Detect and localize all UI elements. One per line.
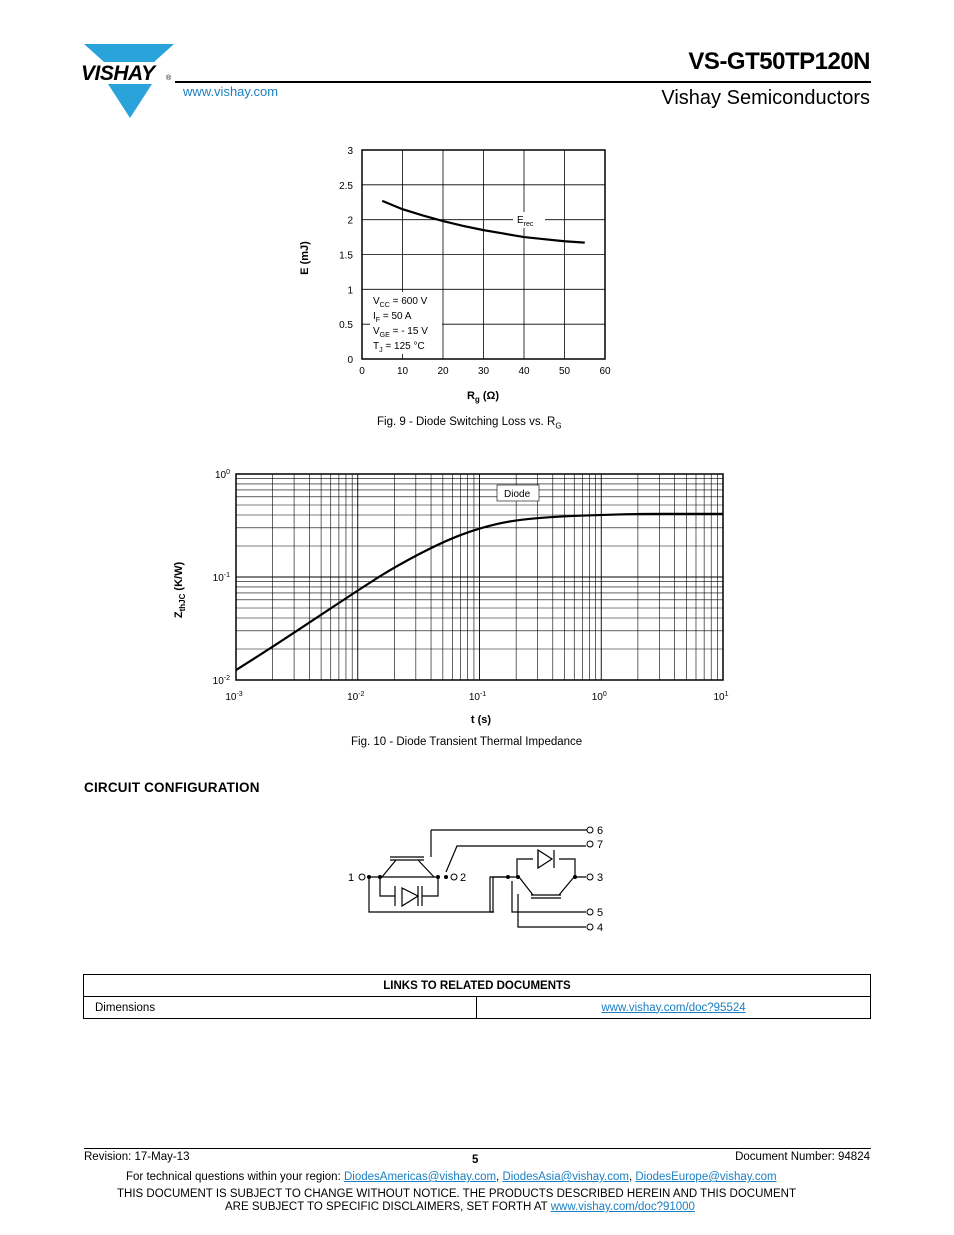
svg-text:®: ®	[166, 75, 172, 82]
fig10-y-tick-label: $10^{-1}$	[212, 572, 230, 584]
fig9-y-tick-label: 0	[347, 355, 353, 366]
fig9-x-tick-label: 60	[599, 366, 611, 377]
terminal-6-label: 6	[597, 825, 604, 837]
terminal-2-label: 2	[460, 872, 467, 884]
fig10-x-tick-label: $10^{-2}$	[347, 691, 365, 703]
fig9-y-tick-label: 0.5	[339, 320, 353, 332]
fig9-condition: $T_J = 125$ °C	[373, 341, 425, 354]
fig9-chart	[290, 140, 630, 410]
revision-text: Revision: 17-May-13	[84, 1151, 190, 1163]
fig10-ylabel: $Z_{thJC}$ (K/W)	[173, 561, 187, 619]
circuit-diagram	[340, 820, 620, 940]
fig10-series-label: Diode	[504, 489, 531, 500]
links-table	[83, 974, 871, 1019]
page-number: 5	[472, 1154, 479, 1166]
fig10-xlabel: t (s)	[470, 714, 492, 726]
fig10-caption: Fig. 10 - Diode Transient Thermal Impedance	[351, 736, 583, 748]
fig9-x-tick-label: 0	[359, 366, 365, 377]
fig9-y-tick-label: 1	[347, 285, 353, 297]
disclaimer-line-1: THIS DOCUMENT IS SUBJECT TO CHANGE WITHOUT NOTICE. THE PRODUCTS DESCRIBED HEREIN AND THIS DOCUMENT	[117, 1188, 796, 1200]
part-number: VS-GT50TP120N	[688, 48, 870, 75]
fig9-x-tick-label: 30	[477, 366, 490, 377]
fig9-y-tick-label: 2	[347, 215, 353, 227]
fig10-y-tick-label: $10^{-2}$	[212, 675, 230, 687]
fig9-condition: $V_{GE}$ = - 15 V	[373, 326, 428, 339]
fig10-x-tick-label: $10^1$	[713, 691, 729, 703]
fig10-x-tick-label: $10^{-1}$	[468, 691, 487, 703]
fig10-x-tick-label: $10^{-3}$	[225, 691, 243, 703]
fig9-xlabel: $R_g$ (Ω)	[466, 390, 500, 404]
tech-questions: For technical questions within your region: DiodesAmericas@vishay.com, DiodesAsia@vishay.com, DiodesEurope@vishay.com	[126, 1171, 777, 1183]
terminal-1-label: 1	[348, 872, 355, 884]
fig9-condition: $I_F = 50$ A	[373, 311, 412, 324]
document-number: Document Number: 94824	[735, 1151, 870, 1163]
fig9-x-tick-label: 40	[518, 366, 530, 377]
fig9-caption: Fig. 9 - Diode Switching Loss vs. $R_G$	[377, 416, 562, 431]
terminal-5-label: 5	[597, 907, 604, 919]
fig9-y-tick-label: 2.5	[339, 180, 353, 192]
header-rule	[175, 81, 871, 83]
fig9-x-tick-label: 20	[437, 366, 449, 377]
fig9-series-label: $E_{rec}$	[517, 215, 534, 228]
footer-rule	[84, 1148, 871, 1149]
company-name: Vishay Semiconductors	[661, 87, 870, 109]
fig10-y-tick-label: $10^0$	[214, 469, 230, 481]
dimensions-link[interactable]: www.vishay.com/doc?95524	[601, 1001, 746, 1014]
fig10-x-tick-label: $10^0$	[591, 691, 607, 703]
links-table-title: LINKS TO RELATED DOCUMENTS	[84, 975, 871, 997]
fig9-x-tick-label: 10	[396, 366, 409, 377]
fig9-y-tick-label: 1.5	[339, 250, 353, 262]
svg-text:VISHAY: VISHAY	[81, 62, 155, 85]
dimensions-label: Dimensions	[84, 997, 477, 1019]
vishay-logo	[78, 44, 176, 120]
disclaimer-link[interactable]: www.vishay.com/doc?91000	[550, 1201, 695, 1213]
vishay-logo-graphic	[78, 44, 176, 120]
email-europe-link[interactable]: DiodesEurope@vishay.com	[635, 1171, 777, 1183]
section-title: CIRCUIT CONFIGURATION	[84, 780, 260, 795]
table-row	[84, 997, 871, 1019]
fig10-chart	[170, 462, 750, 732]
terminal-7-label: 7	[597, 839, 604, 851]
website-link[interactable]: www.vishay.com	[183, 84, 279, 99]
email-asia-link[interactable]: DiodesAsia@vishay.com	[502, 1171, 629, 1183]
terminal-4-label: 4	[597, 922, 604, 934]
fig9-condition: $V_{CC} = 600$ V	[373, 296, 428, 309]
fig9-y-tick-label: 3	[347, 146, 353, 157]
terminal-3-label: 3	[597, 872, 604, 884]
email-americas-link[interactable]: DiodesAmericas@vishay.com	[343, 1171, 497, 1183]
disclaimer-line-2: ARE SUBJECT TO SPECIFIC DISCLAIMERS, SET FORTH AT www.vishay.com/doc?91000	[225, 1201, 695, 1213]
fig9-ylabel: E (mJ)	[299, 241, 311, 275]
fig9-x-tick-label: 50	[558, 366, 571, 377]
